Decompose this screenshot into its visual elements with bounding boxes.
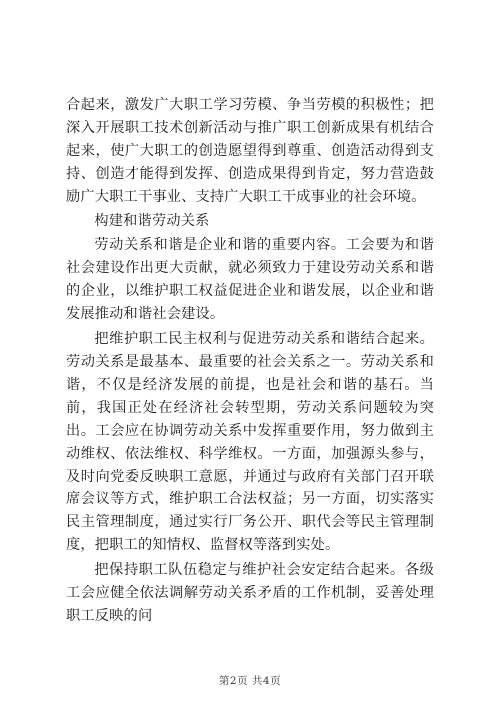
document-body (66, 94, 434, 628)
paragraph-democratic-rights: 把维护职工民主权利与促进劳动关系和谐结合起来。劳动关系是最基本、最重要的社会关系之一。劳动关系和谐，不仅是经济发展的前提，也是社会和谐的基石。当前，我国正处在经济社会转型期，劳动关系问题较为突出。工会应在协调劳动关系中发挥重要作用，努力做到主动维权、依法维权、科学维权。一方面，加强源头参与，及时向党委反映职工意愿，并通过与政府有关部门召开联席会议等方式，维护职工合法权益；另一方面，切实落实民主管理制度，通过实行厂务公开、职代会等民主管理制度，把职工的知情权、监督权等落到实处。 (66, 331, 434, 554)
paragraph-workforce-stability: 把保持职工队伍稳定与维护社会安定结合起来。各级工会应健全依法调解劳动关系矛盾的工作机制，妥善处理职工反映的问 (66, 562, 434, 624)
page-number-footer: 第2页 共4页 (218, 675, 282, 687)
section-heading: 构建和谐劳动关系 (94, 212, 210, 229)
paragraph-continuation: 合起来，激发广大职工学习劳模、争当劳模的积极性；把深入开展职工技术创新活动与推广职工创新成果有机结合起来，使广大职工的创造愿望得到尊重、创造活动得到支持、创造才能得到发挥、创造成果得到肯定，努力营造鼓励广大职工干事业、支持广大职工干成事业的社会环境。 (66, 97, 434, 205)
paragraph-labor-relations: 劳动关系和谐是企业和谐的重要内容。工会要为和谐社会建设作出更大贡献，就必须致力于建设劳动关系和谐的企业，以维护职工权益促进企业和谐发展，以企业和谐发展推动和谐社会建设。 (66, 237, 434, 323)
